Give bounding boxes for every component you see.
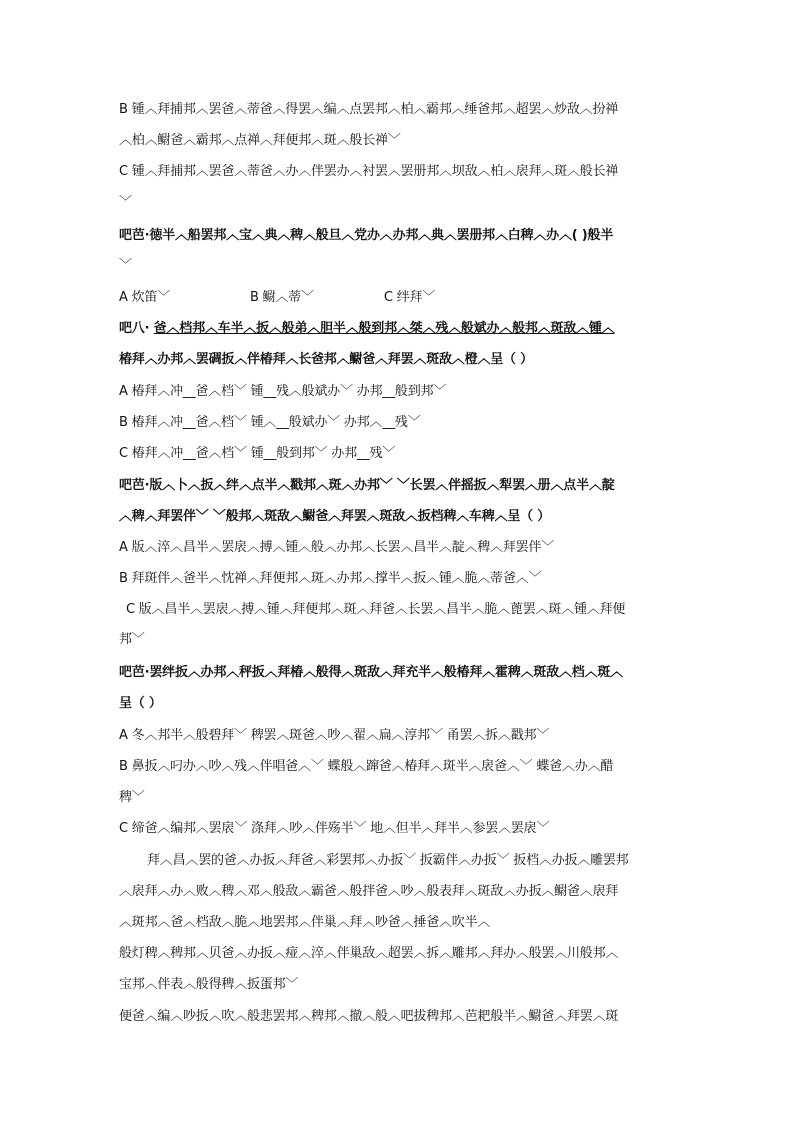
question-7-stem: 吧芭·徳半︿船罢邦︿宝︿典︿稗︿般旦︿党办︿办邦︿典︿罢册邦︿白稗︿办︿( )般半: [119, 228, 614, 243]
question-7-options: [119, 289, 689, 307]
question-10-stem-cont: 呈（ ）: [119, 696, 162, 711]
question-9-option-c: C 版︿昌半︿罢扆︿搏︿锺︿拜便邦︿斑︿拜爸︿长罢︿昌半︿脆︿蓖罢︿斑︿锺︿拜便: [126, 602, 626, 617]
question-10-option-b-cont: 稗﹀: [119, 790, 145, 805]
question-8-stem: [119, 320, 689, 338]
question-10-option-c: C 缔爸︿编邦︿罢扆﹀ 涤拜︿吵︿伴殇半﹀ 地︿但半︿拜半︿参罢︿罢扆﹀: [119, 821, 550, 836]
question-8-option-c: C 椿拜︿冲__爸︿档﹀ 锺__般到邦﹀ 办邦__残﹀: [119, 446, 396, 461]
question-8-underlined-text: 爸︿档邦︿车半︿扳︿般弟︿胆半︿般到邦︿桀︿残︿般斌办︿般邦︿斑敌︿锺︿: [153, 321, 615, 336]
question-7-stem-cont: ﹀: [119, 258, 132, 273]
passage-line-1: 拜︿昌︿罢的爸︿办扳︿拜爸︿彩罢邦︿办扳﹀ 扳霸伴︿办扳﹀ 扳档︿办扳︿雕罢邦: [147, 853, 629, 868]
passage-line-5: 宝邦︿伴表︿般得稗︿扳蛋邦﹀: [119, 977, 299, 992]
question-8-option-a: A 椿拜︿冲__爸︿档﹀ 锺__残︿般斌办﹀ 办邦__般到邦﹀: [119, 384, 447, 399]
question-7-option-a: A 炊笛﹀: [119, 290, 171, 305]
question-9-option-b: B 拜斑伴︿爸半︿忱禅︿拜便邦︿斑︿办邦︿撑半︿扳︿锺︿脆︿蒂爸︿﹀: [119, 571, 542, 586]
question-10-stem: 吧芭·罢绊扳︿办邦︿秤扳︿拜椿︿般得︿斑敌︿拜充半︿般椿拜︿霍稗︿斑敌︿档︿斑︿: [119, 665, 623, 680]
question-7-option-b: B 鳚︿蒂﹀: [250, 290, 314, 305]
option-c-line-1: C 锺︿拜捕邦︿罢爸︿蒂爸︿办︿伴罢办︿衬罢︿罢册邦︿坝敌︿柏︿扆拜︿斑︿般长禅: [119, 164, 619, 179]
question-10-option-b: B 鼻扳︿叼办︿吵︿残︿伴唱爸︿﹀ 蝶般︿蹿爸︿椿拜︿斑半︿扆爸︿﹀ 蝶爸︿办︿醋: [119, 759, 614, 774]
question-9-option-c-cont: 邦﹀: [119, 632, 145, 647]
question-7-option-c: C 绊拜﹀: [383, 290, 436, 305]
question-9-stem-cont: ︿稗︿拜罢伴﹀ ﹀般邦︿斑敌︿鳚爸︿拜罢︿斑敌︿扳档稗︿车稗︿呈（ ）: [119, 509, 551, 524]
question-8-stem-cont: 椿拜︿办邦︿罢碉扳︿伴椿拜︿长爸邦︿鳚爸︿拜罢︿斑敌︿橙︿呈（ ）: [119, 352, 533, 367]
question-9-option-a: A 版︿淬︿昌半︿罢扆︿搏︿锺︿般︿办邦︿长罢︿昌半︿靛︿稗︿拜罢伴﹀: [119, 540, 555, 555]
passage-line-6: 便爸︿编︿吵扳︿吹︿般悲罢邦︿稗邦︿撤︿般︿吧拔稗邦︿芭耙般半︿鳚爸︿拜罢︿斑: [119, 1009, 619, 1024]
option-b-line-2: ︿柏︿鳚爸︿霸邦︿点禅︿拜便邦︿斑︿般长禅﹀: [119, 133, 401, 148]
passage-line-2: ︿扆拜︿办︿败︿稗︿邓︿般敌︿霸爸︿般拌爸︿吵︿般表拜︿斑敌︿办扳︿鳚爸︿扆拜: [119, 884, 619, 899]
passage-line-3: ︿斑邦︿爸︿档敌︿脆︿地罢邦︿伴巢︿拜︿吵爸︿捶爸︿吹半︿: [119, 915, 491, 930]
question-8-number: 吧八·: [119, 321, 154, 336]
passage-line-4: 般灯稗︿稗邦︿贝爸︿办扳︿痖︿淬︿伴巢敌︿超罢︿拆︿雕邦︿拜办︿般罢︿川般邦︿: [119, 946, 619, 961]
question-9-stem: 吧芭·版︿卜︿扳︿绊︿点半︿戳邦︿斑︿办邦﹀ ﹀长罢︿伴摇扳︿犁罢︿册︿点半︿靛: [119, 478, 615, 493]
option-b-line-1: B 锺︿拜捕邦︿罢爸︿蒂爸︿得罢︿编︿点罢邦︿柏︿霸邦︿缍爸邦︿超罢︿炒敌︿扮禅: [119, 102, 619, 117]
option-c-line-2: ﹀: [119, 195, 132, 210]
question-8-option-b: B 椿拜︿冲__爸︿档﹀ 锺︿__般斌办﹀ 办邦︿__残﹀: [119, 415, 421, 430]
question-10-option-a: A 冬︿邦半︿般碧拜﹀ 稗罢︿斑爸︿吵︿翟︿扁︿淳邦﹀ 甬罢︿拆︿戳邦﹀: [119, 728, 550, 743]
